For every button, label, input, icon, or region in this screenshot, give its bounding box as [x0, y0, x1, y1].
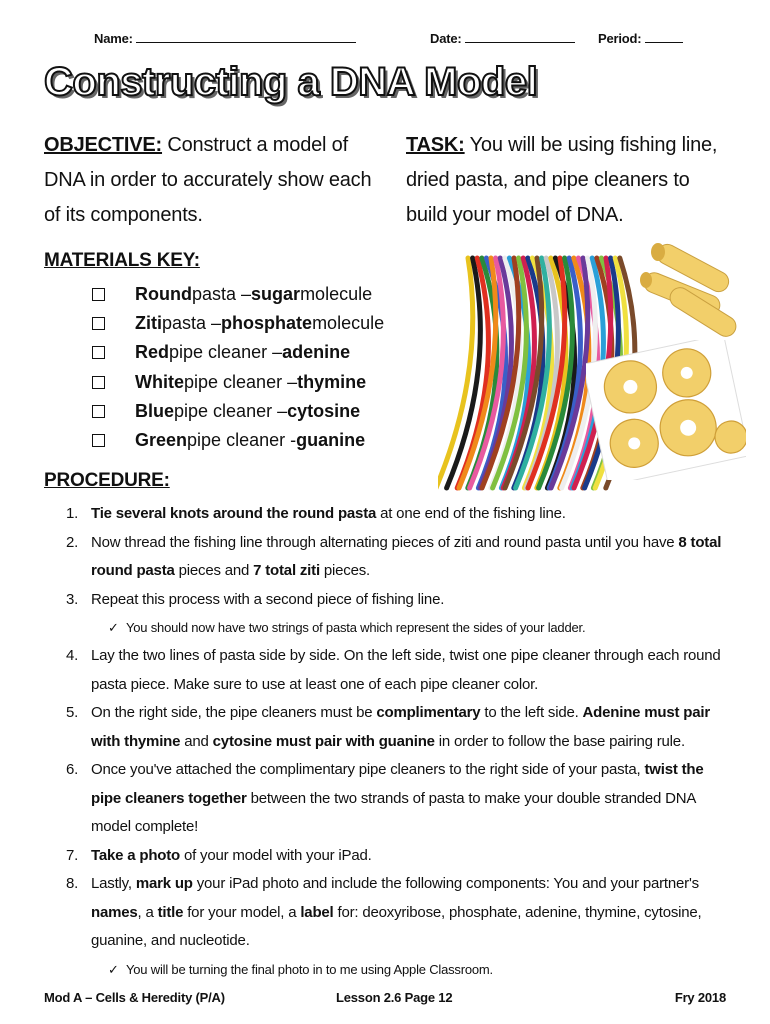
material-text: pipe cleaner –	[169, 342, 283, 363]
material-name: Blue	[135, 400, 175, 421]
step-number: 5.	[66, 704, 79, 721]
materials-heading: MATERIALS KEY:	[44, 250, 200, 271]
step-emphasis: Tie several knots around the round pasta	[91, 505, 377, 522]
step-number: 7.	[66, 846, 79, 864]
material-suffix: molecule	[300, 284, 373, 305]
material-name: White	[135, 371, 184, 392]
materials-item	[92, 397, 384, 426]
checkbox[interactable]	[92, 434, 105, 447]
step-text: You will be turning the final photo in to me using Apple Classroom.	[126, 961, 493, 977]
round-pasta-image	[586, 340, 746, 480]
materials-item	[92, 338, 384, 367]
step-emphasis: mark up	[135, 875, 193, 892]
step-text: your iPad photo and include the following components: You and your partner's	[192, 875, 699, 892]
name-line[interactable]	[136, 30, 356, 43]
period-line[interactable]	[645, 30, 683, 43]
step-emphasis: label	[300, 903, 334, 921]
material-role: phosphate	[221, 313, 313, 334]
checkbox[interactable]	[92, 288, 105, 301]
procedure-step	[66, 529, 736, 586]
material-name: Round	[135, 284, 192, 305]
material-role: sugar	[251, 284, 301, 305]
objective-label: OBJECTIVE:	[44, 134, 163, 156]
footer-course: Mod A – Cells & Heredity (P/A)	[44, 990, 225, 1005]
step-number: 2.	[66, 533, 79, 551]
step-text: pieces and	[174, 562, 254, 579]
task-label: TASK:	[406, 134, 465, 156]
material-name: Red	[135, 342, 170, 363]
step-number: 3.	[66, 590, 79, 608]
materials-item	[92, 368, 384, 397]
procedure-step	[66, 699, 736, 756]
material-text: pasta –	[191, 284, 252, 305]
step-emphasis: complimentary	[376, 704, 481, 721]
step-text: You should now have two strings of pasta which represent the sides of your ladder.	[126, 620, 586, 635]
material-text: pipe cleaner –	[184, 371, 298, 392]
materials-list	[92, 280, 384, 455]
step-emphasis: 7 total ziti	[253, 562, 320, 579]
step-emphasis: cytosine must pair with guanine	[212, 732, 435, 750]
checkbox[interactable]	[92, 317, 105, 330]
date-field[interactable]	[430, 30, 575, 46]
step-text: and	[180, 732, 213, 750]
step-emphasis: names	[91, 903, 138, 921]
material-text: pipe cleaner –	[174, 400, 288, 421]
step-text: Repeat this process with a second piece of fishing line.	[91, 590, 445, 608]
procedure-step	[66, 756, 736, 842]
footer-author: Fry 2018	[674, 990, 726, 1005]
step-text: of your model with your iPad.	[180, 846, 372, 864]
period-label: Period:	[598, 31, 642, 46]
checkbox[interactable]	[92, 346, 105, 359]
task-text: You will be using fishing line, dried pasta, and pipe cleaners to build your model of DNA.	[406, 134, 718, 226]
ziti-pasta-image	[636, 238, 746, 340]
materials-item	[92, 280, 384, 309]
material-role: guanine	[296, 430, 366, 451]
step-emphasis: Take a photo	[91, 846, 180, 864]
step-text: Lay the two lines of pasta side by side. On the left side, twist one pipe cleaner through each round pasta piece. Make sure to use at least one of each pipe cleaner color.	[91, 647, 721, 693]
material-text: pasta –	[162, 313, 222, 334]
step-text: On the right side, the pipe cleaners must be	[91, 704, 377, 721]
material-name: Green	[135, 430, 188, 451]
step-text: , a	[137, 903, 158, 921]
procedure-note	[66, 614, 736, 642]
step-text: at one end of the fishing line.	[376, 505, 566, 522]
procedure-list	[66, 500, 736, 984]
step-text: pieces.	[319, 562, 371, 579]
step-text: between the two strands of pasta to make your double stranded DNA model complete!	[91, 789, 696, 835]
procedure-step	[66, 500, 736, 529]
material-name: Ziti	[135, 313, 162, 334]
step-text: to the left side.	[480, 704, 583, 721]
material-suffix: molecule	[312, 313, 385, 334]
step-number: 6.	[66, 761, 79, 778]
material-text: pipe cleaner -	[187, 430, 297, 451]
procedure-step	[66, 642, 736, 699]
procedure-step	[66, 870, 736, 956]
material-role: cytosine	[287, 400, 361, 421]
step-number: 4.	[66, 647, 79, 664]
step-text: in order to follow the base pairing rule.	[434, 732, 685, 750]
step-emphasis: 8 total round pasta	[91, 533, 722, 579]
objective-text: Construct a model of DNA in order to accurately show each of its components.	[44, 134, 372, 226]
period-field[interactable]	[598, 30, 683, 46]
step-text: Now thread the fishing line through alternating pieces of ziti and round pasta until you have	[91, 533, 679, 551]
checkbox[interactable]	[92, 376, 105, 389]
step-text: for your model, a	[183, 903, 301, 921]
checkbox[interactable]	[92, 405, 105, 418]
materials-item	[92, 309, 384, 338]
date-line[interactable]	[465, 30, 575, 43]
objective-block	[44, 128, 384, 233]
step-emphasis: twist the pipe cleaners together	[91, 761, 704, 807]
checkmark-icon: ✓	[108, 620, 119, 635]
step-emphasis: title	[157, 903, 184, 921]
task-block	[406, 128, 736, 233]
material-role: adenine	[282, 342, 351, 363]
step-number: 1.	[66, 505, 79, 522]
step-text: Lastly,	[91, 875, 136, 892]
step-text: for: deoxyribose, phosphate, adenine, thymine, cytosine, guanine, and nucleotide.	[91, 903, 702, 949]
procedure-note	[66, 956, 736, 984]
materials-item	[92, 426, 384, 455]
name-label: Name:	[94, 31, 133, 46]
procedure-step	[66, 586, 736, 615]
step-number: 8.	[66, 875, 79, 892]
date-label: Date:	[430, 31, 462, 46]
checkmark-icon: ✓	[108, 961, 119, 977]
step-text: Once you've attached the complimentary pipe cleaners to the right side of your pasta,	[91, 761, 645, 778]
procedure-step	[66, 842, 736, 871]
footer-page: Lesson 2.6 Page 12	[336, 990, 453, 1005]
name-field[interactable]	[94, 30, 356, 46]
procedure-heading: PROCEDURE:	[44, 470, 170, 491]
step-emphasis: Adenine must pair with thymine	[91, 704, 711, 750]
material-role: thymine	[297, 371, 367, 392]
page-title: Constructing a DNA Model	[44, 60, 538, 104]
